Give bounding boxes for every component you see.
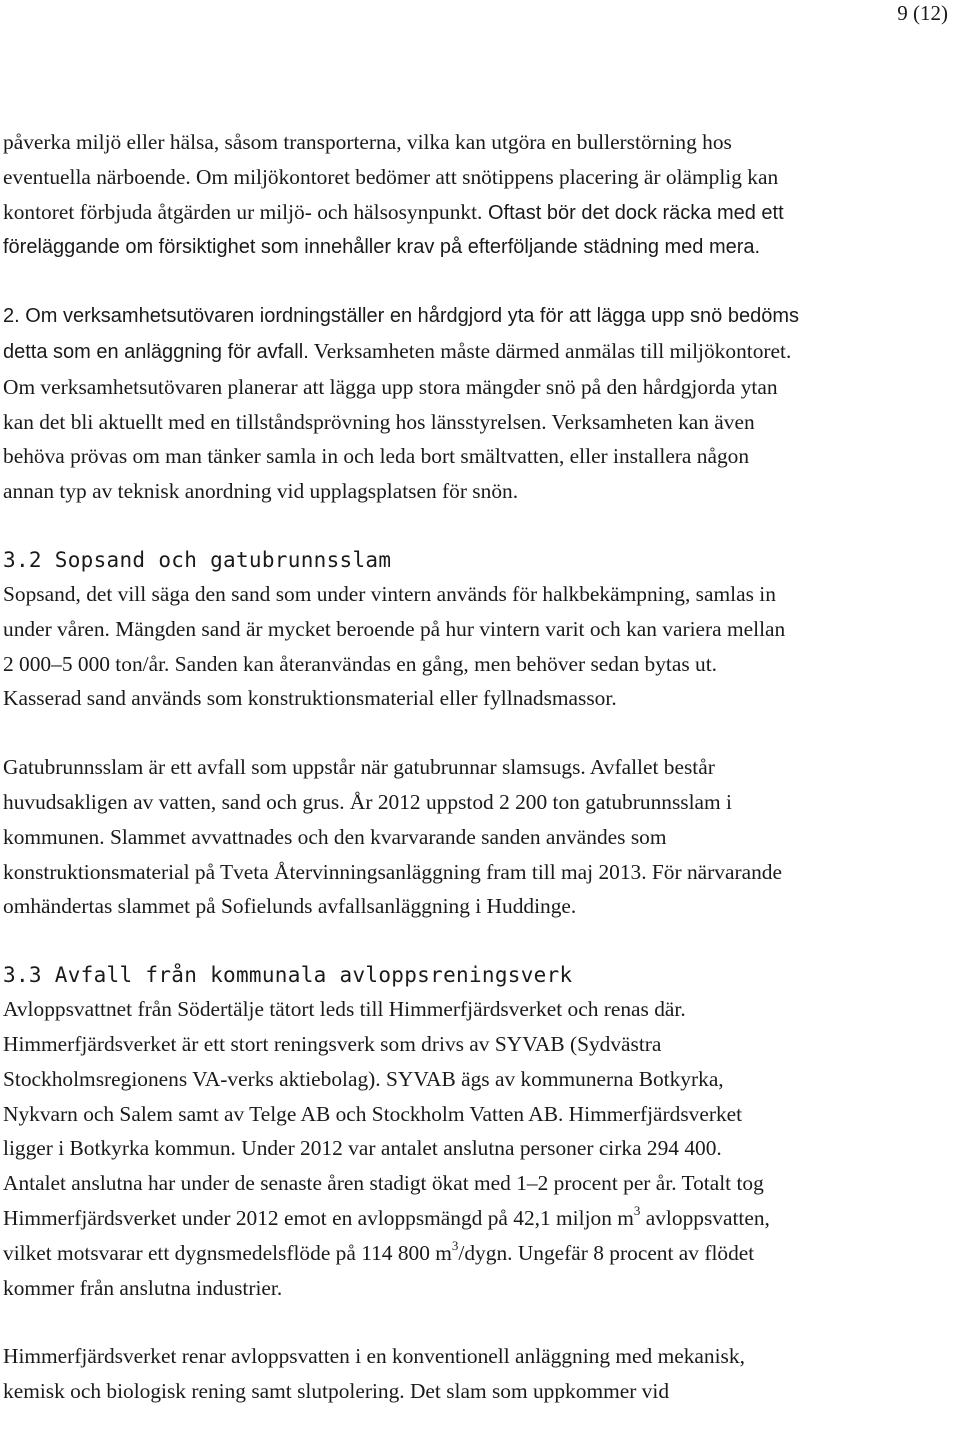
text-span: vilket motsvarar ett dygnsmedelsflöde på 114 800 m — [3, 1240, 452, 1265]
text-line — [3, 1201, 938, 1236]
text-line — [3, 334, 938, 370]
paragraph-rening — [3, 1339, 938, 1409]
text-line: Himmerfjärdsverket är ett stort reningsverk som drivs av SYVAB (Sydvästra — [3, 1031, 662, 1056]
paragraph-gap — [3, 265, 938, 299]
paragraph-himmerfjardsverket — [3, 992, 938, 1305]
text-line: Gatubrunnsslam är ett avfall som uppstår när gatubrunnar slamsugs. Avfallet består — [3, 755, 715, 780]
text-span: Oftast bör det dock räcka med ett — [482, 201, 784, 224]
text-span: kontoret förbjuda åtgärden ur miljö- och hälsosynpunkt. — [3, 199, 483, 224]
text-line: 2. Om verksamhetsutövaren iordningställer en hårdgjord yta för att lägga upp snö bedöms — [3, 305, 799, 328]
text-line: annan typ av teknisk anordning vid upplagsplatsen för snön. — [3, 479, 519, 504]
paragraph-hard-surface — [3, 299, 938, 509]
text-line — [3, 1236, 938, 1271]
superscript: 3 — [451, 1237, 459, 1253]
paragraph-sopsand — [3, 577, 938, 716]
text-span: Himmerfjärdsverket under 2012 emot en avloppsmängd på 42,1 miljon m — [3, 1205, 634, 1230]
text-line: Stockholmsregionens VA-verks aktiebolag). SYVAB ägs av kommunerna Botkyrka, — [3, 1066, 724, 1091]
text-line: under våren. Mängden sand är mycket beroende på hur vintern varit och kan variera mellan — [3, 616, 786, 641]
text-line: konstruktionsmaterial på Tveta Återvinningsanläggning fram till maj 2013. För närvarande — [3, 859, 782, 884]
text-line: Sopsand, det vill säga den sand som under vintern används för halkbekämpning, samlas in — [3, 581, 776, 606]
text-line — [3, 405, 938, 440]
text-line: Nykvarn och Salem samt av Telge AB och Stockholm Vatten AB. Himmerfjärdsverket — [3, 1101, 743, 1126]
section-heading-3-3: 3.3 Avfall från kommunala avloppsreningsverk — [3, 963, 573, 988]
paragraph-gap — [3, 509, 938, 543]
text-line: huvudsakligen av vatten, sand och grus. År 2012 uppstod 2 200 ton gatubrunnsslam i — [3, 789, 732, 814]
text-line: behöva prövas om man tänker samla in och leda bort smältvatten, eller installera någon — [3, 444, 750, 469]
text-span: /dygn. Ungefär 8 procent av flödet — [458, 1240, 755, 1265]
text-span: kan det bli aktuellt med en tillståndsprövning hos länsstyrelsen. — [3, 409, 547, 434]
paragraph-noise-disturbance — [3, 125, 938, 265]
text-line: 2 000–5 000 ton/år. Sanden kan återanvändas en gång, men behöver sedan bytas ut. — [3, 651, 718, 676]
text-span: Verksamheten måste därmed anmälas till miljökontoret. — [308, 338, 792, 363]
paragraph-gap — [3, 924, 938, 958]
page-number: 9 (12) — [897, 1, 948, 25]
text-line: Antalet anslutna har under de senaste åren stadigt ökat med 1–2 procent per år. Totalt tog — [3, 1171, 764, 1196]
section-heading-3-2: 3.2 Sopsand och gatubrunnsslam — [3, 547, 392, 572]
text-line: föreläggande om försiktighet som innehåller krav på efterföljande städning med mera. — [3, 236, 761, 259]
text-line — [3, 195, 938, 231]
text-line: Kasserad sand används som konstruktionsmaterial eller fyllnadsmassor. — [3, 686, 617, 711]
text-span: Verksamheten kan även — [546, 409, 755, 434]
superscript: 3 — [633, 1202, 641, 1218]
text-span: avloppsvatten, — [640, 1205, 770, 1230]
text-line: Om verksamhetsutövaren planerar att lägga upp stora mängder snö på den hårdgjorda ytan — [3, 374, 778, 399]
text-line: kemisk och biologisk rening samt slutpolering. Det slam som uppkommer vid — [3, 1379, 670, 1404]
page-content — [3, 125, 938, 1409]
paragraph-gatubrunnsslam — [3, 750, 938, 924]
text-line: ligger i Botkyrka kommun. Under 2012 var antalet anslutna personer cirka 294 400. — [3, 1136, 722, 1161]
text-line: kommunen. Slammet avvattnades och den kvarvarande sanden användes som — [3, 824, 667, 849]
text-span: detta som en anläggning för avfall. — [3, 340, 309, 363]
text-line: eventuella närboende. Om miljökontoret bedömer att snötippens placering är olämplig kan — [3, 164, 779, 189]
text-line: kommer från anslutna industrier. — [3, 1275, 283, 1300]
text-line: omhändertas slammet på Sofielunds avfallsanläggning i Huddinge. — [3, 894, 577, 919]
paragraph-gap — [3, 716, 938, 750]
text-line: Avloppsvattnet från Södertälje tätort leds till Himmerfjärdsverket och renas där. — [3, 997, 686, 1022]
paragraph-gap — [3, 1305, 938, 1339]
text-line: Himmerfjärdsverket renar avloppsvatten i en konventionell anläggning med mekanisk, — [3, 1344, 745, 1369]
text-line: påverka miljö eller hälsa, såsom transporterna, vilka kan utgöra en bullerstörning hos — [3, 130, 732, 154]
